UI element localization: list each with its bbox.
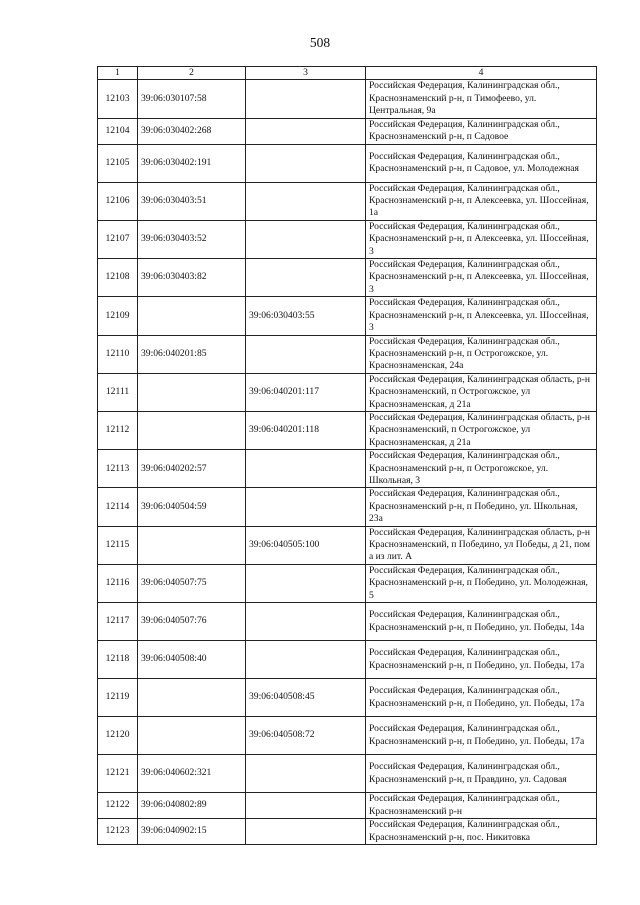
table-row xyxy=(98,297,597,335)
cadastral-number-cell xyxy=(138,297,246,335)
cadastral-number-cell: 39:06:040508:40 xyxy=(138,641,246,679)
address-cell: Российская Федерация, Калининградская обл., Краснознаменский р-н, п Садовое xyxy=(366,118,597,144)
address-cell: Российская Федерация, Калининградская обл., Краснознаменский р-н, п Побединo, ул. Школьная, 23а xyxy=(366,488,597,526)
address-cell: Российская Федерация, Калининградская обл., Краснознаменский р-н xyxy=(366,793,597,819)
cadastral-number-alt-cell xyxy=(246,118,366,144)
cadastral-number-cell: 39:06:030402:191 xyxy=(138,144,246,182)
address-cell: Российская Федерация, Калининградская обл., Краснознаменский р-н, п Побединo, ул. Победы, 17а xyxy=(366,717,597,755)
table-row xyxy=(98,819,597,845)
cadastral-number-alt-cell xyxy=(246,793,366,819)
cadastral-number-alt-cell xyxy=(246,450,366,488)
cadastral-number-alt-cell: 39:06:030403:55 xyxy=(246,297,366,335)
row-number-cell: 12120 xyxy=(98,717,138,755)
table-row xyxy=(98,411,597,449)
cadastral-number-cell: 39:06:030403:51 xyxy=(138,182,246,220)
table-row xyxy=(98,118,597,144)
row-number-cell: 12119 xyxy=(98,679,138,717)
cadastral-number-cell xyxy=(138,411,246,449)
address-cell: Российская Федерация, Калининградская обл., Краснознаменский р-н, п Тимофеево, ул. Центральная, 9а xyxy=(366,80,597,118)
cadastral-number-alt-cell xyxy=(246,755,366,793)
cadastral-number-alt-cell xyxy=(246,564,366,602)
cadastral-number-alt-cell xyxy=(246,488,366,526)
cadastral-number-alt-cell xyxy=(246,220,366,258)
column-header: 3 xyxy=(246,67,366,80)
row-number-cell: 12113 xyxy=(98,450,138,488)
address-cell: Российская Федерация, Калининградская обл., Краснознаменский р-н, п Острогожское, ул. Школьная, 3 xyxy=(366,450,597,488)
cadastral-number-alt-cell: 39:06:040201:117 xyxy=(246,373,366,411)
column-header: 2 xyxy=(138,67,246,80)
cadastral-number-cell: 39:06:040602:321 xyxy=(138,755,246,793)
address-cell: Российская Федерация, Калининградская обл., Краснознаменский р-н, п Алексеевка, ул. Шоссейная, 3 xyxy=(366,220,597,258)
address-cell: Российская Федерация, Калининградская обл., Краснознаменский р-н, п Правдино, ул. Садовая xyxy=(366,755,597,793)
table-row xyxy=(98,182,597,220)
row-number-cell: 12105 xyxy=(98,144,138,182)
cadastral-number-cell xyxy=(138,679,246,717)
cadastral-number-alt-cell: 39:06:040505:100 xyxy=(246,526,366,564)
cadastral-number-alt-cell xyxy=(246,144,366,182)
table-row xyxy=(98,679,597,717)
row-number-cell: 12117 xyxy=(98,603,138,641)
cadastral-number-cell: 39:06:040201:85 xyxy=(138,335,246,373)
table-row xyxy=(98,335,597,373)
address-cell: Российская Федерация, Калининградская обл., Краснознаменский р-н, п Побединo, ул. Молодежная, 5 xyxy=(366,564,597,602)
row-number-cell: 12116 xyxy=(98,564,138,602)
table-row xyxy=(98,144,597,182)
registry-table xyxy=(97,66,597,845)
cadastral-number-alt-cell xyxy=(246,819,366,845)
cadastral-number-cell xyxy=(138,717,246,755)
table-row xyxy=(98,717,597,755)
row-number-cell: 12115 xyxy=(98,526,138,564)
table-row xyxy=(98,220,597,258)
cadastral-number-cell: 39:06:040802:89 xyxy=(138,793,246,819)
cadastral-number-cell: 39:06:040504:59 xyxy=(138,488,246,526)
cadastral-number-alt-cell xyxy=(246,80,366,118)
address-cell: Российская Федерация, Калининградская обл., Краснознаменский р-н, п Алексеевка, ул. Шоссейная, 1а xyxy=(366,182,597,220)
address-cell: Российская Федерация, Калининградская область, р-н Краснознаменский, п Побединo, ул Победы, д 21, пом а из лит. А xyxy=(366,526,597,564)
cadastral-number-cell: 39:06:030403:52 xyxy=(138,220,246,258)
address-cell: Российская Федерация, Калининградская область, р-н Краснознаменский, п Острогожское, ул Краснознаменская, д 21а xyxy=(366,373,597,411)
cadastral-number-alt-cell xyxy=(246,335,366,373)
table-row xyxy=(98,564,597,602)
row-number-cell: 12114 xyxy=(98,488,138,526)
row-number-cell: 12111 xyxy=(98,373,138,411)
cadastral-number-alt-cell xyxy=(246,641,366,679)
row-number-cell: 12107 xyxy=(98,220,138,258)
table-row xyxy=(98,373,597,411)
cadastral-number-cell: 39:06:030107:58 xyxy=(138,80,246,118)
address-cell: Российская Федерация, Калининградская обл., Краснознаменский р-н, п Острогожское, ул. Краснознаменская, 24а xyxy=(366,335,597,373)
cadastral-number-cell: 39:06:030403:82 xyxy=(138,259,246,297)
cadastral-number-cell: 39:06:040202:57 xyxy=(138,450,246,488)
row-number-cell: 12106 xyxy=(98,182,138,220)
row-number-cell: 12110 xyxy=(98,335,138,373)
cadastral-number-alt-cell: 39:06:040508:45 xyxy=(246,679,366,717)
row-number-cell: 12109 xyxy=(98,297,138,335)
table-row xyxy=(98,641,597,679)
cadastral-number-cell: 39:06:040507:76 xyxy=(138,603,246,641)
cadastral-number-alt-cell xyxy=(246,603,366,641)
address-cell: Российская Федерация, Калининградская обл., Краснознаменский р-н, п Садовое, ул. Молодежная xyxy=(366,144,597,182)
row-number-cell: 12122 xyxy=(98,793,138,819)
row-number-cell: 12123 xyxy=(98,819,138,845)
cadastral-number-cell xyxy=(138,526,246,564)
address-cell: Российская Федерация, Калининградская обл., Краснознаменский р-н, п Побединo, ул. Победы, 17а xyxy=(366,641,597,679)
row-number-cell: 12112 xyxy=(98,411,138,449)
row-number-cell: 12108 xyxy=(98,259,138,297)
address-cell: Российская Федерация, Калининградская обл., Краснознаменский р-н, п Побединo, ул. Победы, 17а xyxy=(366,679,597,717)
row-number-cell: 12118 xyxy=(98,641,138,679)
address-cell: Российская Федерация, Калининградская обл., Краснознаменский р-н, п Алексеевка, ул. Шоссейная, 3 xyxy=(366,259,597,297)
row-number-cell: 12121 xyxy=(98,755,138,793)
cadastral-number-alt-cell xyxy=(246,259,366,297)
table-row xyxy=(98,603,597,641)
cadastral-number-alt-cell: 39:06:040508:72 xyxy=(246,717,366,755)
address-cell: Российская Федерация, Калининградская обл., Краснознаменский р-н, п Побединo, ул. Победы, 14а xyxy=(366,603,597,641)
table-row xyxy=(98,488,597,526)
column-header: 1 xyxy=(98,67,138,80)
row-number-cell: 12103 xyxy=(98,80,138,118)
address-cell: Российская Федерация, Калининградская обл., Краснознаменский р-н, пос. Никитовка xyxy=(366,819,597,845)
table-row xyxy=(98,526,597,564)
table-body xyxy=(98,80,597,845)
row-number-cell: 12104 xyxy=(98,118,138,144)
cadastral-number-cell: 39:06:030402:268 xyxy=(138,118,246,144)
page-number: 508 xyxy=(309,35,331,50)
table-row xyxy=(98,80,597,118)
cadastral-number-alt-cell xyxy=(246,182,366,220)
table-row xyxy=(98,450,597,488)
address-cell: Российская Федерация, Калининградская область, р-н Краснознаменский, п Острогожское, ул Краснознаменская, д 21а xyxy=(366,411,597,449)
cadastral-number-cell xyxy=(138,373,246,411)
cadastral-number-cell: 39:06:040507:75 xyxy=(138,564,246,602)
table-row xyxy=(98,793,597,819)
column-header: 4 xyxy=(366,67,597,80)
address-cell: Российская Федерация, Калининградская обл., Краснознаменский р-н, п Алексеевка, ул. Шоссейная, 3 xyxy=(366,297,597,335)
cadastral-number-alt-cell: 39:06:040201:118 xyxy=(246,411,366,449)
table-row xyxy=(98,755,597,793)
table-header xyxy=(98,67,597,80)
header-row xyxy=(98,67,597,80)
table-row xyxy=(98,259,597,297)
cadastral-number-cell: 39:06:040902:15 xyxy=(138,819,246,845)
